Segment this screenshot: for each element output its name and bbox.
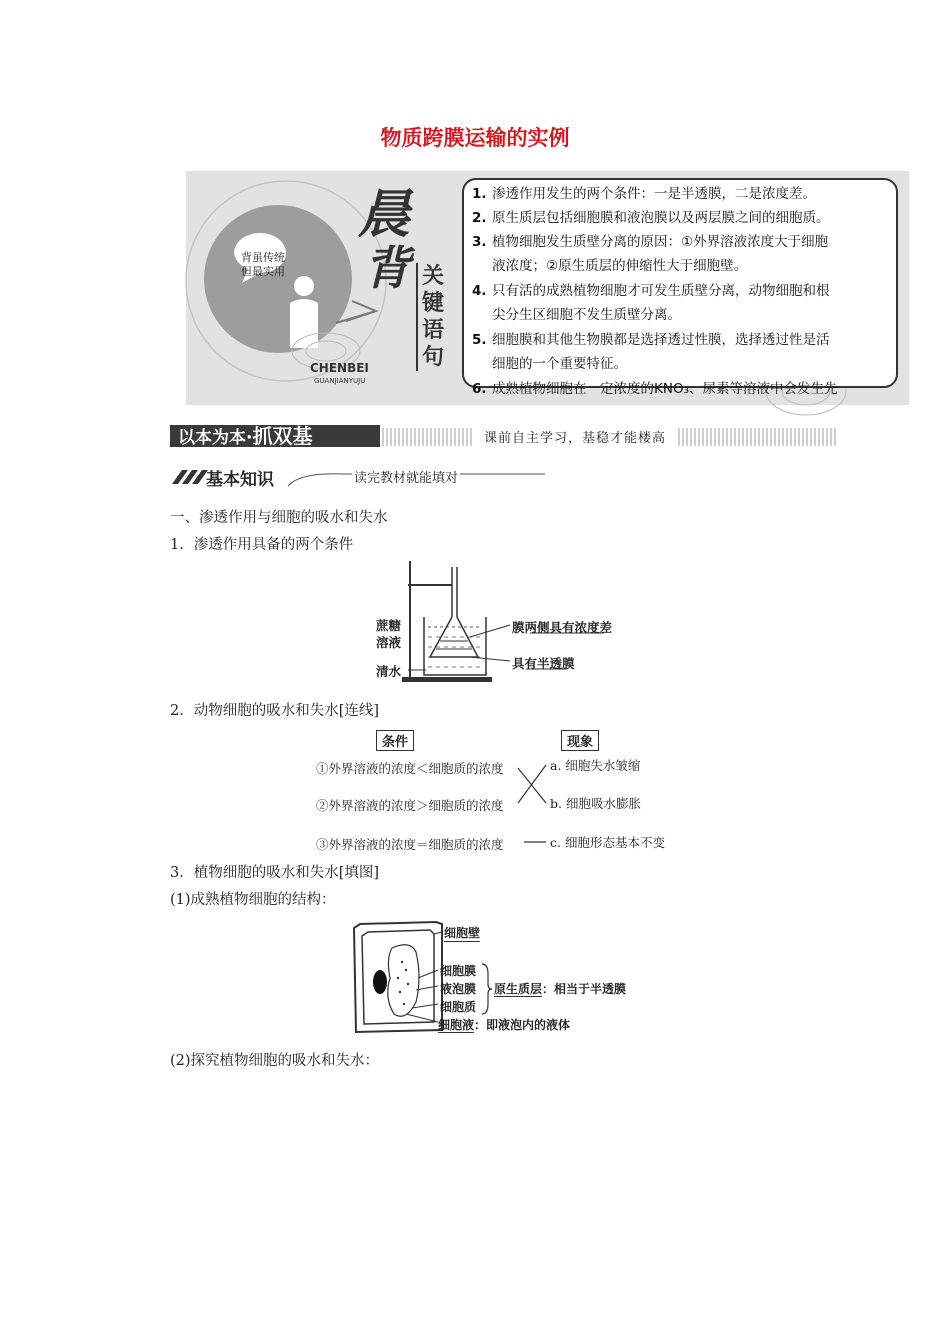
cell-label-sap: 细胞液：即液泡内的液体	[438, 1018, 571, 1032]
osmosis-label-water: 清水	[376, 664, 402, 679]
cell-label-membrane: 细胞膜	[440, 964, 477, 978]
banner-brand: CHENBEI	[310, 361, 369, 375]
cell-label-protoplast: 原生质层：相当于半透膜	[494, 982, 627, 996]
key-points-panel	[462, 178, 898, 397]
banner-side-char: 键	[422, 291, 445, 316]
matching-left-2: ②外界溶液的浓度＞细胞质的浓度	[316, 798, 504, 813]
banner-big-char-2: 背	[364, 241, 410, 295]
bubble-line-2: 但最实用	[241, 265, 285, 278]
matching-lines	[500, 755, 560, 850]
paragraph-3-1: (1)成熟植物细胞的结构：	[170, 892, 336, 908]
key-point: 6. 成熟植物细胞在一定浓度的KNO₃、尿素等溶液中会发生先	[472, 381, 838, 397]
matching-head-left: 条件	[376, 730, 414, 751]
osmosis-label-membrane: 具有半透膜	[512, 656, 575, 671]
matching-right-b: b. 细胞吸水膨胀	[550, 796, 641, 811]
key-point: 4. 只有活的成熟植物细胞才可发生质壁分离，动物细胞和根 尖分生区细胞不发生质壁分离。	[472, 283, 830, 323]
section-bar: 以本为本·抓双基	[170, 425, 380, 447]
subsection-subtitle: 读完教材就能填对	[352, 467, 460, 486]
paragraph-3: 3．植物细胞的吸水和失水[填图]	[170, 865, 380, 881]
matching-right-c: c. 细胞形态基本不变	[550, 835, 665, 850]
osmosis-label-sugar: 蔗糖	[376, 618, 402, 633]
page-title: 物质跨膜运输的实例	[380, 126, 570, 150]
cell-label-vacuole-membrane: 液泡膜	[440, 982, 477, 996]
key-point: 2. 原生质层包括细胞膜和液泡膜以及两层膜之间的细胞质。	[472, 210, 830, 226]
osmosis-label-solution: 溶液	[376, 635, 402, 650]
paragraph-3-2: (2)探究植物细胞的吸水和失水：	[170, 1053, 380, 1069]
cell-label-wall: 细胞壁	[444, 926, 481, 940]
osmosis-label-concentration: 膜两侧具有浓度差	[512, 620, 613, 635]
paragraph-1: 1．渗透作用具备的两个条件	[170, 537, 354, 553]
cell-label-cytoplasm: 细胞质	[440, 1000, 477, 1014]
banner-brand-sub: GUANJIANYUJU	[314, 377, 366, 385]
cell-brace	[480, 962, 494, 1016]
matching-left-1: ①外界溶液的浓度＜细胞质的浓度	[316, 761, 504, 776]
matching-right-a: a. 细胞失水皱缩	[550, 758, 641, 773]
banner-side-char: 句	[422, 345, 445, 370]
key-point: 3. 植物细胞发生质壁分离的原因：①外界溶液浓度大于细胞 液浓度；②原生质层的伸缩性大于细胞壁。	[472, 234, 829, 274]
heading-1: 一、渗透作用与细胞的吸水和失水	[170, 510, 388, 526]
matching-left-3: ③外界溶液的浓度＝细胞质的浓度	[316, 837, 504, 852]
key-point: 1. 渗透作用发生的两个条件：一是半透膜，二是浓度差。	[472, 186, 816, 202]
banner-big-char-1: 晨	[358, 185, 411, 245]
banner-side-char: 关	[422, 264, 445, 289]
subsection-title: 基本知识	[206, 470, 274, 490]
paragraph-2: 2．动物细胞的吸水和失水[连线]	[170, 703, 380, 719]
section-bar-slogan: 课前自主学习，基稳才能楼高	[474, 427, 676, 446]
banner-side-char: 语	[422, 318, 445, 343]
matching-head-right: 现象	[561, 730, 599, 751]
bubble-line-1: 背虽传统	[241, 251, 285, 264]
key-point: 5. 细胞膜和其他生物膜都是选择透过性膜，选择透过性是活 细胞的一个重要特征。	[472, 332, 830, 372]
